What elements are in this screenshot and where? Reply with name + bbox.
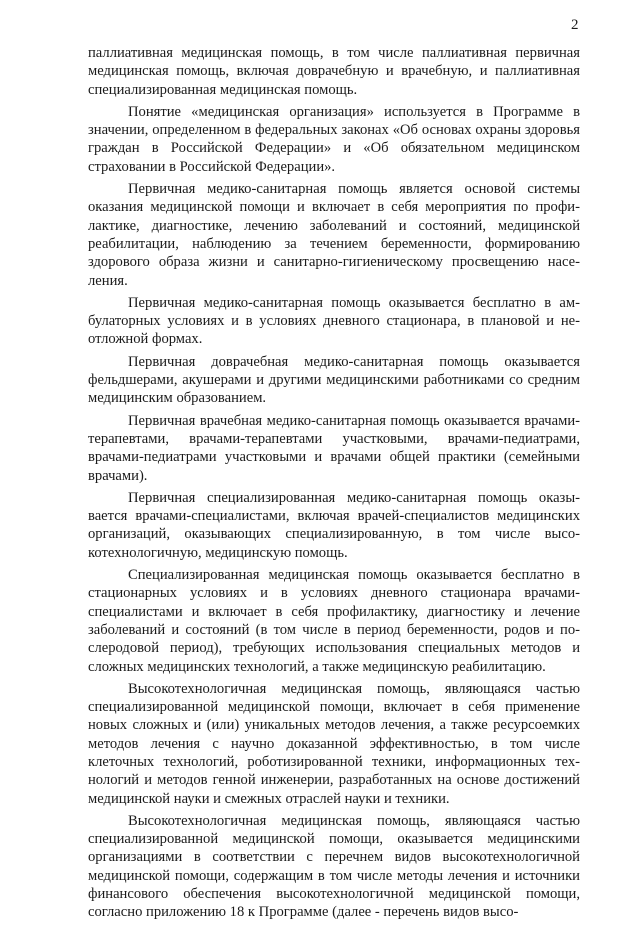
paragraph-medical-organization-definition: Понятие «медицинская организация» используется в Программе в значении, определенном в федеральных законах «Об основах охраны здоровья граждан в Российской Федерации» и «Об обязательном медицинском страховании в Российской Федерации». [88,103,580,175]
paragraph-palliative-care: паллиативная медицинская помощь, в том числе паллиативная первичная медицинская помощь, включая доврачебную и врачебную, и паллиативная специализированная медицинская помощь. [88,45,580,98]
paragraph-primary-care-basis: Первичная медико-санитарная помощь является основой системы оказания медицинской помощи и включает в себя мероприятия по профилактике, диагностике, лечению заболеваний и состояний, медицинской реабилитации, наблюдению за течением беременности, формированию здорового образа жизни и санитарно-гигиеническому просвещению населения. [88,181,580,289]
paragraph-high-tech-care-provision: Высокотехнологичная медицинская помощь, являющаяся частью специализированной медицинской помощи, оказывается медицинскими организациями в соответствии с перечнем видов высокотехнологичной медицинской помощи, содержащим в том числе методы лечения и источники финансового обеспечения высокотехнологичной медицинской помощи, согласно приложению 18 к Программе (далее - перечень видов высо- [88,812,580,921]
paragraph-specialized-care: Специализированная медицинская помощь оказывается бесплатно в стационарных условиях и в условиях дневного стационара врачами-специалистами и включает в себя профилактику, диагностику и лечение заболеваний и состояний (в том числе в период беременности, родов и послеродовой период), требующих использования специальных методов и сложных медицинских технологий, а также медицинскую реабилитацию. [88,567,580,675]
paragraph-primary-pre-doctor-care: Первичная доврачебная медико-санитарная помощь оказывается фельдшерами, акушерами и другими медицинскими работниками со средним медицинским образованием. [88,353,580,407]
paragraph-high-tech-care-definition: Высокотехнологичная медицинская помощь, являющаяся частью специализированной медицинской помощи, включает в себя применение новых сложных и (или) уникальных методов лечения, а также ресурсоемких методов лечения с научно доказанной эффективностью, в том числе клеточных технологий, роботизированной техники, информационных технологий и методов генной инженерии, разработанных на основе достижений медицинской науки и смежных отраслей науки и техники. [88,680,580,807]
paragraph-primary-doctor-care: Первичная врачебная медико-санитарная помощь оказывается врачами-терапевтами, врачами-терапевтами участковыми, врачами-педиатрами, врачами-педиатрами участковыми и врачами общей практики (семейными врачами). [88,412,580,484]
page-number: 2 [571,17,579,33]
document-body [88,44,580,926]
paragraph-primary-care-free: Первичная медико-санитарная помощь оказывается бесплатно в амбулаторных условиях и в условиях дневного стационара, в плановой и неотложной формах. [88,294,580,348]
paragraph-primary-specialized-care: Первичная специализированная медико-санитарная помощь оказывается врачами-специалистами, включая врачей-специалистов медицинских организаций, оказывающих специализированную, в том числе высокотехнологичную, медицинскую помощь. [88,489,580,561]
